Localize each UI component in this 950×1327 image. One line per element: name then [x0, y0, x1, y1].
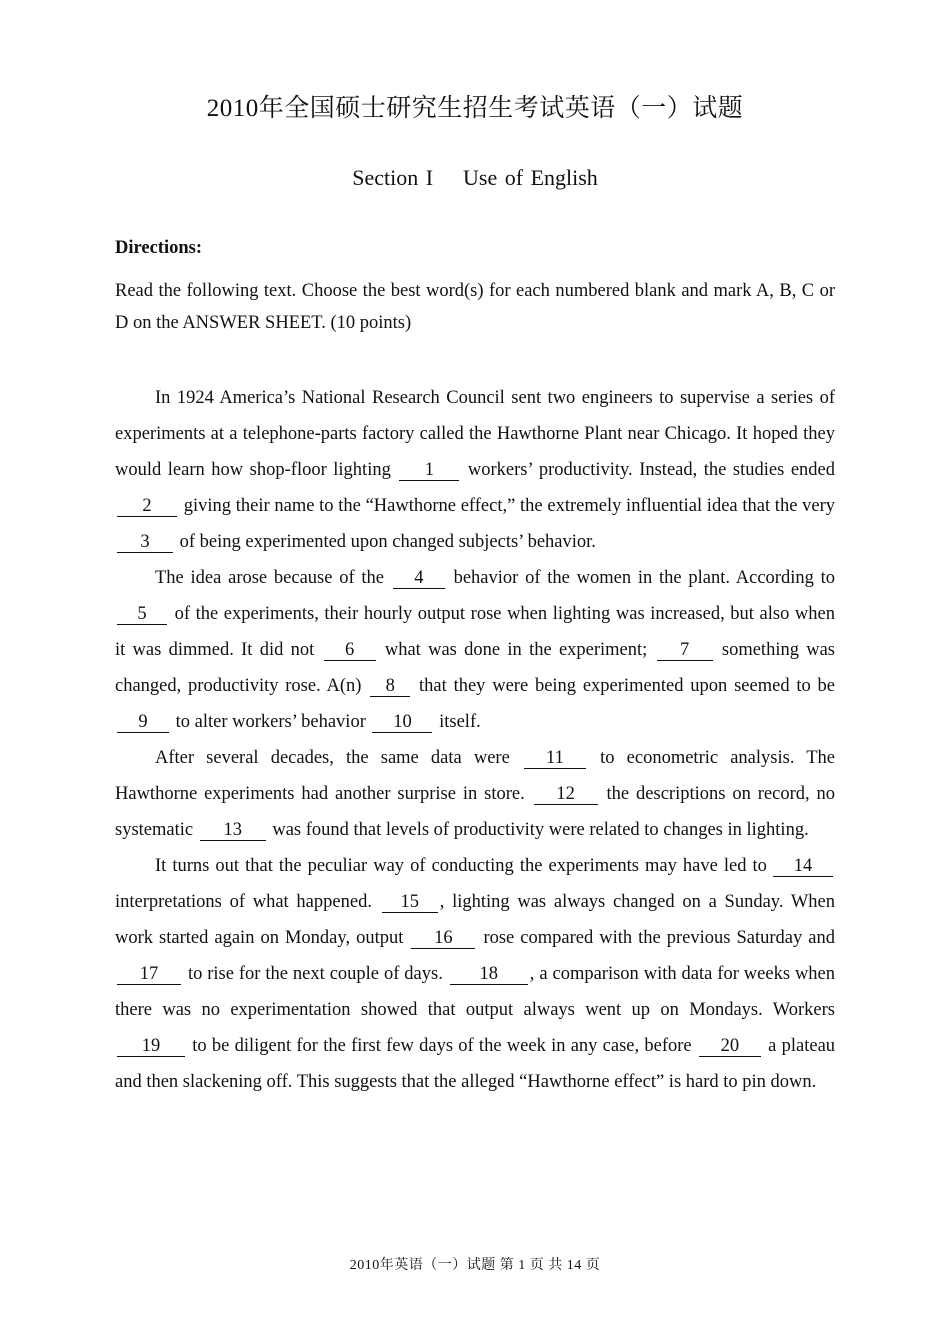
blank-5: 5	[117, 604, 167, 625]
directions-label: Directions:	[115, 238, 202, 258]
paragraph-2: The idea arose because of the 4 behavior of the women in the plant. According to 5 of the experiments, their hourly output rose when lighting was increased, but also when it was dimmed. It did not 6 what was done in the experiment; 7 something was changed, productivity rose. A(n) 8 that they were being experimented upon seemed to be 9 to alter workers’ behavior 10 itself.	[115, 568, 836, 732]
directions-text: Read the following text. Choose the best word(s) for each numbered blank and mark A, B, C or D on the ANSWER SHEET. (10 points)	[115, 281, 835, 333]
blank-9: 9	[117, 712, 169, 733]
paragraph-3: After several decades, the same data were 11 to econometric analysis. The Hawthorne experiments had another surprise in store. 12 the descriptions on record, no systematic 13 was found that levels of productivity were related to changes in lighting.	[115, 748, 836, 840]
blank-13: 13	[200, 820, 266, 841]
blank-18: 18	[450, 964, 528, 985]
paragraph-1: In 1924 America’s National Research Council sent two engineers to supervise a series of experiments at a telephone-parts factory called the Hawthorne Plant near Chicago. It hoped they would learn how shop-floor lighting 1 workers’ productivity. Instead, the studies ended 2 giving their name to the “Hawthorne effect,” the extremely influential idea that the very 3 of being experimented upon changed subjects’ behavior.	[115, 388, 836, 552]
blank-1: 1	[399, 460, 459, 481]
blank-4: 4	[393, 568, 445, 589]
blank-15: 15	[382, 892, 438, 913]
blank-10: 10	[372, 712, 432, 733]
blank-7: 7	[657, 640, 713, 661]
blank-16: 16	[411, 928, 475, 949]
section-name: Use of English	[463, 165, 598, 190]
section-heading	[0, 165, 950, 191]
blank-12: 12	[534, 784, 598, 805]
paragraph-4: It turns out that the peculiar way of conducting the experiments may have led to 14 interpretations of what happened. 15 , lighting was always changed on a Sunday. When work started again on Monday, output 16 rose compared with the previous Saturday and 17 to rise for the next couple of days. 18 , a comparison with data for weeks when there was no experimentation showed that output always went up on Mondays. Workers 19 to be diligent for the first few days of the week in any case, before 20 a plateau and then slackening off. This suggests that the alleged “Hawthorne effect” is hard to pin down.	[115, 856, 836, 1092]
blank-8: 8	[370, 676, 410, 697]
blank-3: 3	[117, 532, 173, 553]
blank-19: 19	[117, 1036, 185, 1057]
blank-2: 2	[117, 496, 177, 517]
section-number: Section I	[352, 165, 434, 190]
blank-20: 20	[699, 1036, 761, 1057]
blank-17: 17	[117, 964, 181, 985]
blank-11: 11	[524, 748, 586, 769]
blank-6: 6	[324, 640, 376, 661]
exam-title: 2010年全国硕士研究生招生考试英语（一）试题	[206, 95, 744, 122]
passage	[115, 380, 835, 1100]
blank-14: 14	[773, 856, 833, 877]
page-footer: 2010年英语（一）试题 第 1 页 共 14 页	[349, 1258, 601, 1273]
